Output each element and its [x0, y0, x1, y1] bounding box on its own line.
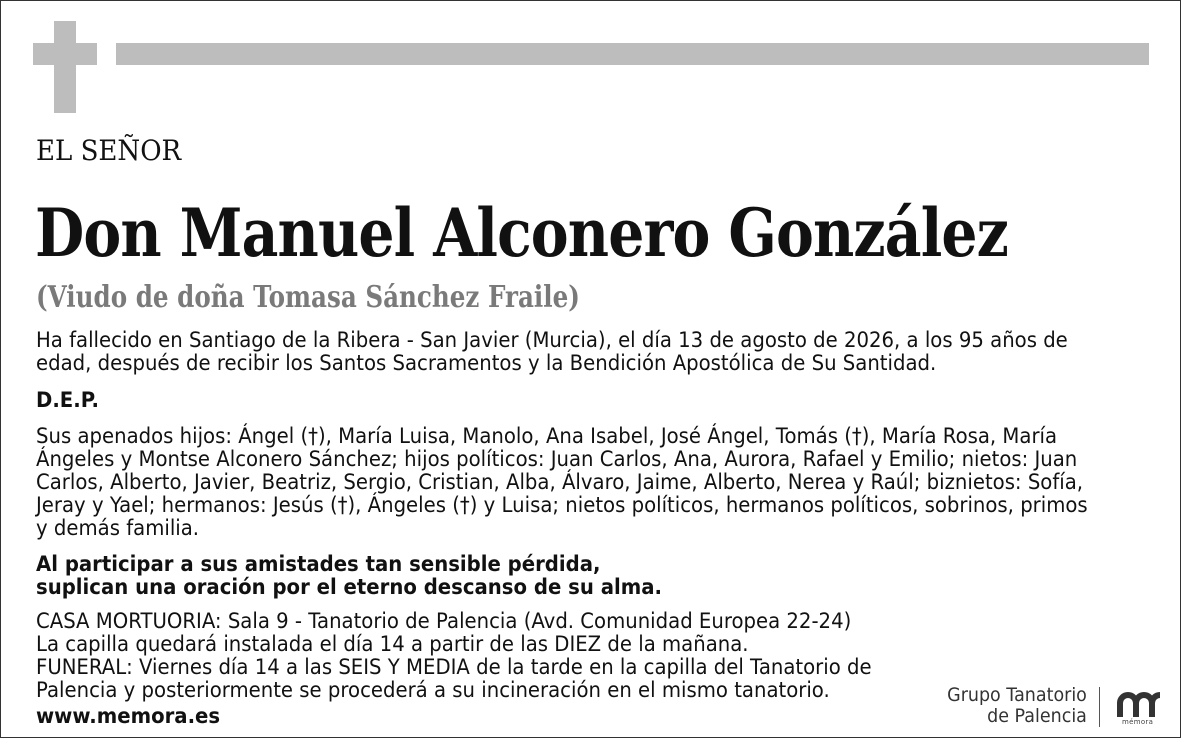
cross-icon-horizontal — [33, 43, 97, 65]
logo-line-2: de Palencia — [987, 705, 1087, 727]
logo-line-1: Grupo Tanatorio — [947, 684, 1087, 706]
grupo-tanatorio-logo — [931, 685, 1171, 729]
family-line: Sus apenados hijos: Ángel (†), María Luisa, Manolo, Ana Isabel, José Ángel, Tomás (†), María Rosa, María — [36, 424, 1058, 449]
widow-note: (Viudo de doña Tomasa Sánchez Fraile) — [36, 280, 580, 315]
family-line: Ángeles y Montse Alconero Sánchez; hijos políticos: Juan Carlos, Ana, Aurora, Rafael y Emilio; nietos: Juan — [36, 447, 1078, 472]
logo-text — [947, 685, 1087, 727]
deceased-name: Don Manuel Alconero González — [35, 194, 1009, 272]
prayer-paragraph — [36, 553, 1125, 599]
info-line: CASA MORTUORIA: Sala 9 - Tanatorio de Palencia (Avd. Comunidad Europea 22-24) — [36, 609, 852, 634]
info-line: FUNERAL: Viernes día 14 a las SEIS Y MEDIA de la tarde en la capilla del Tanatorio de — [36, 655, 872, 680]
header-bar — [116, 43, 1149, 65]
death-line: edad, después de recibir los Santos Sacramentos y la Bendición Apostólica de Su Santidad. — [36, 351, 937, 376]
logo-mark-label: mémora — [1122, 718, 1154, 726]
family-line: Jeray y Yael; hermanos: Jesús (†), Ángeles (†) y Luisa; nietos políticos, hermanos políticos, sobrinos, primos — [36, 493, 1088, 518]
logo-divider — [1099, 687, 1100, 727]
death-line: Ha fallecido en Santiago de la Ribera - San Javier (Murcia), el día 13 de agosto de 2026, a los 95 años de — [36, 328, 1068, 353]
family-line: Carlos, Alberto, Javier, Beatriz, Sergio, Cristian, Alba, Álvaro, Jaime, Alberto, Nerea y Raúl; biznietos: Sofía, — [36, 470, 1084, 495]
family-paragraph — [36, 425, 1125, 540]
prayer-line: suplican una oración por el eterno descanso de su alma. — [36, 575, 662, 600]
death-announcement — [36, 329, 1125, 375]
dep-label: D.E.P. — [36, 388, 100, 413]
family-line: y demás familia. — [36, 516, 200, 541]
info-line: Palencia y posteriormente se procederá a su incineración en el mismo tanatorio. — [36, 678, 830, 703]
title-small: EL SEÑOR — [36, 134, 182, 167]
cross-icon-vertical — [54, 21, 76, 113]
website-link[interactable]: www.memora.es — [36, 704, 221, 729]
info-line: La capilla quedará instalada el día 14 a partir de las DIEZ de la mañana. — [36, 632, 749, 657]
prayer-line: Al participar a sus amistades tan sensible pérdida, — [36, 552, 601, 577]
